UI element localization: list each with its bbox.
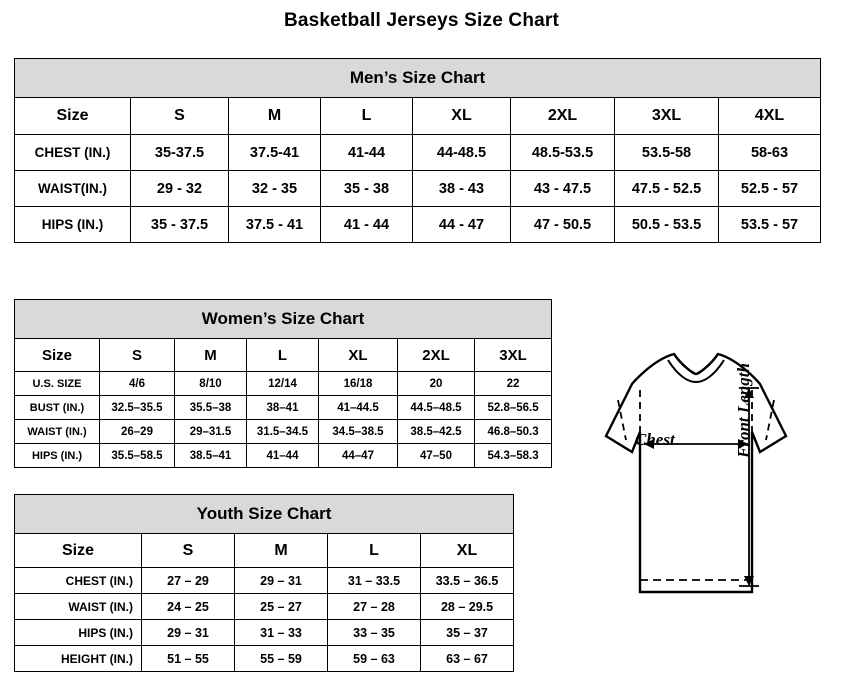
womens-row-label: HIPS (IN.) [15,444,100,468]
youth-data-cell: 31 – 33.5 [328,568,421,594]
womens-header-cell: 3XL [475,339,552,372]
youth-header-cell: M [235,534,328,568]
mens-header-cell: L [321,98,413,135]
mens-data-cell: 35-37.5 [131,135,229,171]
mens-data-cell: 29 - 32 [131,171,229,207]
womens-data-cell: 44.5–48.5 [398,396,475,420]
table-row [15,207,821,243]
womens-header-cell: XL [319,339,398,372]
womens-row-label: BUST (IN.) [15,396,100,420]
womens-data-cell: 29–31.5 [175,420,247,444]
mens-row-label: CHEST (IN.) [15,135,131,171]
womens-header-cell: S [100,339,175,372]
womens-header-cell: L [247,339,319,372]
youth-row-label: HEIGHT (IN.) [15,646,142,672]
womens-data-cell: 41–44 [247,444,319,468]
mens-data-cell: 53.5 - 57 [719,207,821,243]
table-row [15,420,552,444]
womens-data-cell: 32.5–35.5 [100,396,175,420]
womens-data-cell: 47–50 [398,444,475,468]
table-row [15,568,514,594]
youth-data-cell: 29 – 31 [235,568,328,594]
womens-data-cell: 41–44.5 [319,396,398,420]
mens-data-cell: 41 - 44 [321,207,413,243]
mens-data-cell: 35 - 38 [321,171,413,207]
youth-header-cell: S [142,534,235,568]
womens-data-cell: 35.5–38 [175,396,247,420]
womens-data-cell: 52.8–56.5 [475,396,552,420]
mens-data-cell: 52.5 - 57 [719,171,821,207]
youth-header-row [15,534,514,568]
mens-data-cell: 35 - 37.5 [131,207,229,243]
jersey-neckline-path [674,354,718,374]
mens-header-cell: 3XL [615,98,719,135]
youth-header-cell: Size [15,534,142,568]
mens-data-cell: 47.5 - 52.5 [615,171,719,207]
youth-data-cell: 27 – 28 [328,594,421,620]
mens-data-cell: 41-44 [321,135,413,171]
womens-data-cell: 38–41 [247,396,319,420]
table-row [15,620,514,646]
mens-size-table [14,58,821,243]
womens-data-cell: 4/6 [100,372,175,396]
table-row [15,135,821,171]
table-row [15,594,514,620]
youth-data-cell: 27 – 29 [142,568,235,594]
table-row [15,171,821,207]
womens-data-cell: 38.5–41 [175,444,247,468]
page-title: Basketball Jerseys Size Chart [283,10,560,31]
mens-data-cell: 38 - 43 [413,171,511,207]
womens-data-cell: 20 [398,372,475,396]
womens-data-cell: 35.5–58.5 [100,444,175,468]
front-length-dimension-label: Front Length [734,363,753,458]
mens-data-cell: 37.5-41 [229,135,321,171]
mens-data-cell: 44 - 47 [413,207,511,243]
mens-data-cell: 48.5-53.5 [511,135,615,171]
table-row [15,372,552,396]
mens-data-cell: 50.5 - 53.5 [615,207,719,243]
womens-row-label: U.S. SIZE [15,372,100,396]
womens-data-cell: 12/14 [247,372,319,396]
youth-data-cell: 24 – 25 [142,594,235,620]
womens-data-cell: 22 [475,372,552,396]
mens-row-label: WAIST(IN.) [15,171,131,207]
youth-data-cell: 25 – 27 [235,594,328,620]
mens-header-cell: Size [15,98,131,135]
womens-size-chart-section [14,299,552,468]
youth-size-chart-section [14,494,514,672]
womens-data-cell: 26–29 [100,420,175,444]
youth-data-cell: 59 – 63 [328,646,421,672]
womens-size-table [14,299,552,468]
chest-dimension-label: Chest [635,430,675,449]
youth-row-label: CHEST (IN.) [15,568,142,594]
jersey-measurement-diagram [556,340,836,670]
womens-data-cell: 54.3–58.3 [475,444,552,468]
womens-data-cell: 46.8–50.3 [475,420,552,444]
womens-data-cell: 8/10 [175,372,247,396]
youth-data-cell: 51 – 55 [142,646,235,672]
youth-data-cell: 63 – 67 [421,646,514,672]
youth-data-cell: 33.5 – 36.5 [421,568,514,594]
womens-data-cell: 38.5–42.5 [398,420,475,444]
youth-chart-caption: Youth Size Chart [15,495,514,534]
womens-row-label: WAIST (IN.) [15,420,100,444]
youth-header-cell: L [328,534,421,568]
womens-chart-caption: Women’s Size Chart [15,300,552,339]
mens-data-cell: 37.5 - 41 [229,207,321,243]
mens-row-label: HIPS (IN.) [15,207,131,243]
mens-header-row [15,98,821,135]
table-row [15,396,552,420]
jersey-outline-svg [556,340,836,670]
youth-data-cell: 35 – 37 [421,620,514,646]
youth-row-label: WAIST (IN.) [15,594,142,620]
womens-header-row [15,339,552,372]
youth-data-cell: 33 – 35 [328,620,421,646]
youth-size-table [14,494,514,672]
jersey-body-path [606,354,786,592]
womens-header-cell: 2XL [398,339,475,372]
mens-chart-caption: Men’s Size Chart [15,59,821,98]
mens-data-cell: 58-63 [719,135,821,171]
mens-header-cell: M [229,98,321,135]
youth-data-cell: 28 – 29.5 [421,594,514,620]
womens-header-cell: Size [15,339,100,372]
mens-data-cell: 43 - 47.5 [511,171,615,207]
youth-data-cell: 55 – 59 [235,646,328,672]
mens-size-chart-section [14,58,821,243]
table-row [15,646,514,672]
youth-data-cell: 29 – 31 [142,620,235,646]
youth-row-label: HIPS (IN.) [15,620,142,646]
mens-data-cell: 47 - 50.5 [511,207,615,243]
jersey-collar-path [668,360,724,382]
youth-data-cell: 31 – 33 [235,620,328,646]
mens-data-cell: 44-48.5 [413,135,511,171]
mens-data-cell: 32 - 35 [229,171,321,207]
womens-data-cell: 31.5–34.5 [247,420,319,444]
youth-header-cell: XL [421,534,514,568]
womens-data-cell: 16/18 [319,372,398,396]
mens-header-cell: XL [413,98,511,135]
womens-data-cell: 44–47 [319,444,398,468]
womens-data-cell: 34.5–38.5 [319,420,398,444]
mens-header-cell: 4XL [719,98,821,135]
mens-header-cell: 2XL [511,98,615,135]
table-row [15,444,552,468]
mens-header-cell: S [131,98,229,135]
womens-header-cell: M [175,339,247,372]
mens-data-cell: 53.5-58 [615,135,719,171]
